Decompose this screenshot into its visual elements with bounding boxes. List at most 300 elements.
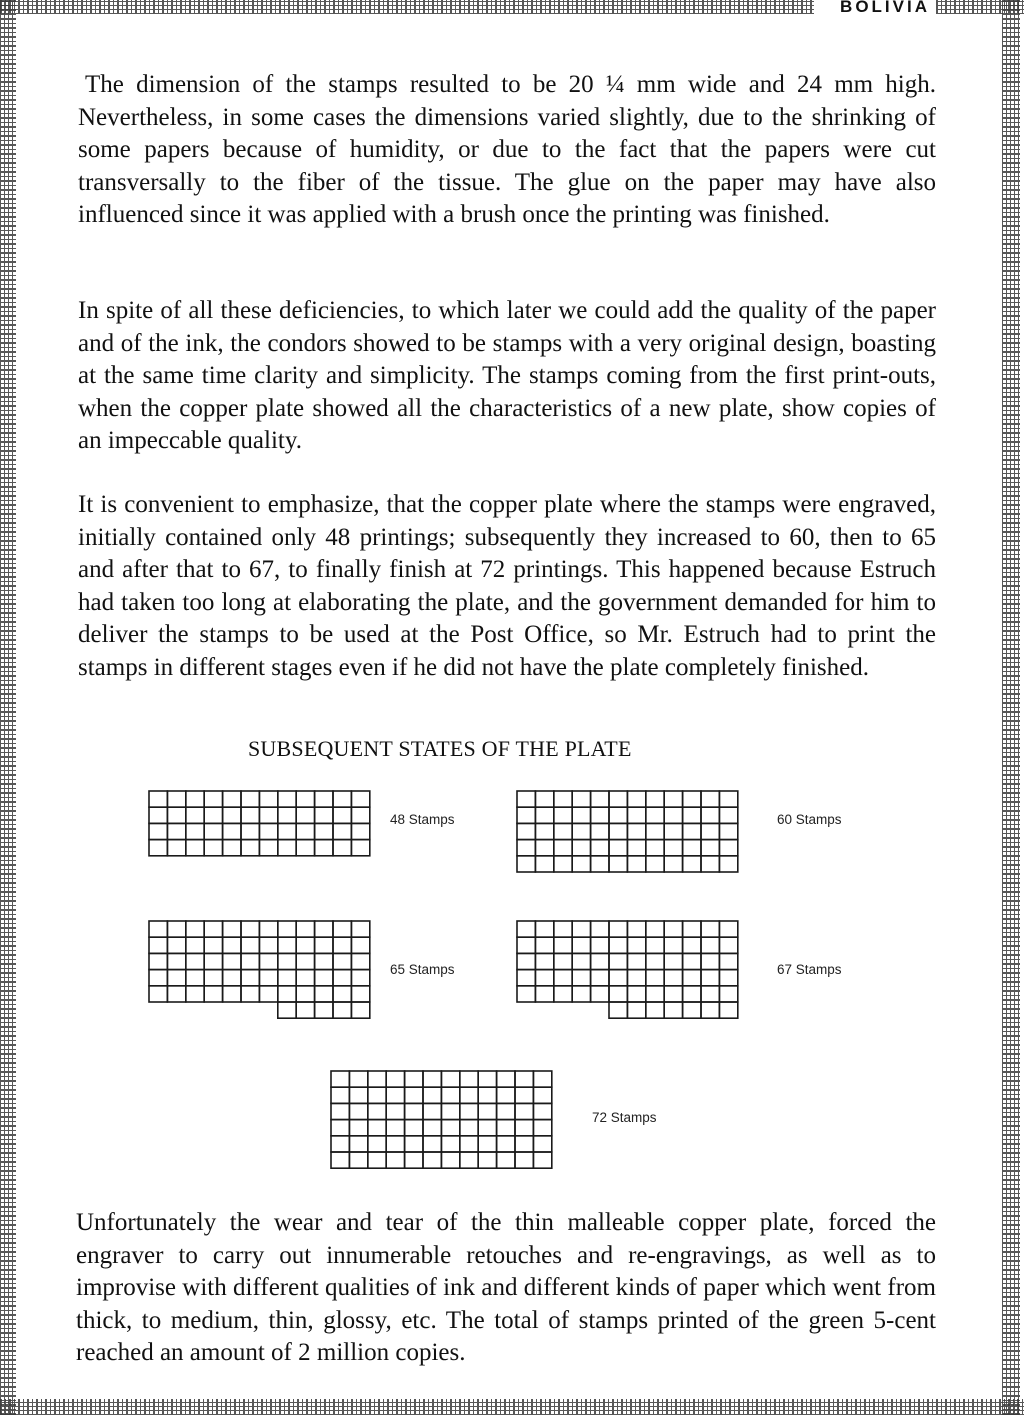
stamp-cell — [241, 921, 259, 937]
stamp-cell — [664, 970, 682, 986]
stamp-cell — [259, 986, 277, 1002]
stamp-cell — [664, 1002, 682, 1018]
stamp-cell — [223, 840, 241, 856]
stamp-cell — [646, 937, 664, 953]
stamp-cell — [405, 1087, 423, 1103]
stamp-cell — [333, 921, 351, 937]
stamp-cell — [517, 937, 535, 953]
stamp-cell — [517, 986, 535, 1002]
stamp-cell — [405, 1152, 423, 1168]
stamp-cell — [591, 970, 609, 986]
stamp-cell — [627, 921, 645, 937]
stamp-cell — [515, 1087, 533, 1103]
stamp-cell — [259, 970, 277, 986]
stamp-cell — [149, 953, 167, 969]
stamp-cell — [627, 970, 645, 986]
stamp-cell — [186, 953, 204, 969]
stamp-cell — [405, 1136, 423, 1152]
stamp-cell — [315, 986, 333, 1002]
stamp-cell — [572, 840, 590, 856]
stamp-cell — [497, 1103, 515, 1119]
header-label: BOLIVIA — [838, 0, 932, 17]
stamp-cell — [223, 921, 241, 937]
stamp-cell — [296, 921, 314, 937]
stamp-cell — [368, 1071, 386, 1087]
stamp-cell — [351, 986, 369, 1002]
stamp-cell — [719, 986, 737, 1002]
stamp-cell — [646, 807, 664, 823]
stamp-cell — [149, 921, 167, 937]
plate-grid-67 — [516, 920, 739, 1019]
stamp-cell — [351, 791, 369, 807]
stamp-cell — [204, 937, 222, 953]
stamp-cell — [478, 1136, 496, 1152]
stamp-cell — [351, 921, 369, 937]
stamp-cell — [278, 1002, 296, 1018]
stamp-cell — [349, 1120, 367, 1136]
stamp-cell — [296, 791, 314, 807]
stamp-cell — [683, 937, 701, 953]
stamp-cell — [441, 1136, 459, 1152]
stamp-cell — [591, 953, 609, 969]
stamp-cell — [259, 807, 277, 823]
stamp-cell — [315, 840, 333, 856]
stamp-cell — [533, 1087, 551, 1103]
stamp-cell — [460, 1152, 478, 1168]
stamp-cell — [441, 1087, 459, 1103]
stamp-cell — [517, 856, 535, 872]
stamp-cell — [296, 970, 314, 986]
stamp-cell — [609, 953, 627, 969]
stamp-cell — [572, 807, 590, 823]
stamp-cell — [646, 1002, 664, 1018]
stamp-cell — [333, 791, 351, 807]
stamp-cell — [386, 1152, 404, 1168]
stamp-cell — [296, 937, 314, 953]
stamp-cell — [646, 970, 664, 986]
stamp-cell — [204, 921, 222, 937]
stamp-cell — [554, 953, 572, 969]
stamp-cell — [701, 986, 719, 1002]
stamp-cell — [186, 840, 204, 856]
stamp-cell — [441, 1120, 459, 1136]
stamp-cell — [533, 1136, 551, 1152]
stamp-cell — [149, 937, 167, 953]
stamp-cell — [204, 953, 222, 969]
stamp-cell — [701, 840, 719, 856]
stamp-cell — [609, 986, 627, 1002]
stamp-cell — [368, 1087, 386, 1103]
stamp-cell — [149, 970, 167, 986]
stamp-cell — [609, 970, 627, 986]
stamp-cell — [296, 986, 314, 1002]
stamp-cell — [223, 807, 241, 823]
page-border-left — [0, 0, 16, 1415]
plate-grid-65 — [148, 920, 371, 1019]
stamp-cell — [554, 840, 572, 856]
stamp-cell — [149, 840, 167, 856]
stamp-cell — [315, 921, 333, 937]
stamp-cell — [386, 1071, 404, 1087]
stamp-cell — [683, 986, 701, 1002]
stamp-cell — [333, 807, 351, 823]
stamp-cell — [572, 970, 590, 986]
stamp-cell — [497, 1136, 515, 1152]
stamp-cell — [423, 1136, 441, 1152]
stamp-cell — [149, 986, 167, 1002]
stamp-cell — [441, 1152, 459, 1168]
page-border-top — [0, 0, 814, 14]
stamp-cell — [572, 986, 590, 1002]
stamp-cell — [333, 937, 351, 953]
stamp-cell — [627, 986, 645, 1002]
stamp-cell — [627, 856, 645, 872]
plate-label-60: 60 Stamps — [777, 812, 842, 827]
stamp-cell — [701, 791, 719, 807]
stamp-cell — [535, 937, 553, 953]
stamp-cell — [664, 986, 682, 1002]
stamp-cell — [591, 807, 609, 823]
stamp-cell — [719, 823, 737, 839]
stamp-cell — [683, 791, 701, 807]
stamp-cell — [423, 1103, 441, 1119]
stamp-cell — [664, 840, 682, 856]
stamp-cell — [333, 840, 351, 856]
stamp-cell — [701, 856, 719, 872]
stamp-cell — [186, 791, 204, 807]
stamp-cell — [460, 1087, 478, 1103]
stamp-cell — [719, 953, 737, 969]
stamp-cell — [683, 856, 701, 872]
stamp-cell — [609, 823, 627, 839]
stamp-cell — [186, 970, 204, 986]
stamp-cell — [664, 807, 682, 823]
stamp-cell — [683, 970, 701, 986]
figure-caption: SUBSEQUENT STATES OF THE PLATE — [248, 736, 632, 761]
stamp-cell — [167, 823, 185, 839]
stamp-cell — [554, 823, 572, 839]
page-border-bottom — [0, 1399, 1024, 1415]
stamp-cell — [333, 986, 351, 1002]
stamp-cell — [351, 953, 369, 969]
stamp-cell — [351, 970, 369, 986]
stamp-cell — [515, 1152, 533, 1168]
stamp-cell — [683, 807, 701, 823]
stamp-cell — [241, 937, 259, 953]
stamp-cell — [517, 823, 535, 839]
stamp-cell — [664, 937, 682, 953]
stamp-cell — [296, 840, 314, 856]
stamp-cell — [386, 1136, 404, 1152]
stamp-cell — [296, 953, 314, 969]
stamp-cell — [478, 1152, 496, 1168]
stamp-cell — [719, 1002, 737, 1018]
stamp-cell — [591, 840, 609, 856]
stamp-cell — [533, 1120, 551, 1136]
stamp-cell — [646, 986, 664, 1002]
stamp-cell — [149, 791, 167, 807]
stamp-cell — [517, 807, 535, 823]
stamp-cell — [535, 856, 553, 872]
stamp-cell — [572, 856, 590, 872]
stamp-cell — [701, 970, 719, 986]
stamp-cell — [572, 791, 590, 807]
stamp-cell — [683, 1002, 701, 1018]
stamp-cell — [259, 791, 277, 807]
stamp-cell — [627, 1002, 645, 1018]
stamp-cell — [497, 1071, 515, 1087]
stamp-cell — [241, 791, 259, 807]
stamp-cell — [259, 937, 277, 953]
stamp-cell — [719, 921, 737, 937]
stamp-cell — [572, 953, 590, 969]
stamp-cell — [223, 970, 241, 986]
plate-label-65: 65 Stamps — [390, 962, 455, 977]
stamp-cell — [554, 807, 572, 823]
stamp-cell — [278, 791, 296, 807]
stamp-cell — [591, 986, 609, 1002]
stamp-cell — [664, 856, 682, 872]
stamp-cell — [719, 791, 737, 807]
stamp-cell — [167, 970, 185, 986]
stamp-cell — [204, 807, 222, 823]
stamp-cell — [719, 856, 737, 872]
stamp-cell — [259, 953, 277, 969]
stamp-cell — [535, 953, 553, 969]
stamp-cell — [423, 1120, 441, 1136]
stamp-cell — [535, 970, 553, 986]
stamp-cell — [331, 1103, 349, 1119]
stamp-cell — [478, 1071, 496, 1087]
stamp-cell — [609, 807, 627, 823]
paragraph-deficiencies: In spite of all these deficiencies, to which later we could add the quality of the paper and of the ink, the condors showed to be stamps with a very original design, boasting at the same time clarity and simplicity. The stamps coming from the first print-outs, when the copper plate showed all the characteristics of a new plate, show copies of an impeccable quality. — [78, 297, 936, 454]
stamp-cell — [609, 921, 627, 937]
stamp-cell — [460, 1071, 478, 1087]
paragraph-dimensions: The dimension of the stamps resulted to be 20 ¼ mm wide and 24 mm high. Nevertheless, in some cases the dimensions varied slightly, due to the shrinking of some papers because of humidity, or due to the fact that the papers were cut transversally to the fiber of the tissue. The glue on the paper may have also influenced since it was applied with a brush once the printing was finished. — [78, 71, 936, 228]
page-border-right — [1002, 0, 1020, 1415]
stamp-cell — [701, 921, 719, 937]
paragraph-copper-plate: It is convenient to emphasize, that the copper plate where the stamps were engraved, initially contained only 48 printings; subsequently they increased to 60, then to 65 and after that to 67, to finally finish at 72 printings. This happened because Estruch had taken too long at elaborating the plate, and the government demanded for him to deliver the stamps to be used at the Post Office, so Mr. Estruch had to print the stamps in different stages even if he did not have the plate completely finished. — [78, 491, 936, 681]
stamp-cell — [719, 937, 737, 953]
stamp-cell — [186, 937, 204, 953]
stamp-cell — [627, 937, 645, 953]
stamp-cell — [478, 1120, 496, 1136]
stamp-cell — [535, 823, 553, 839]
stamp-cell — [646, 953, 664, 969]
stamp-cell — [572, 921, 590, 937]
paragraph-wear-and-tear: Unfortunately the wear and tear of the thin malleable copper plate, forced the engraver to carry out innumerable retouches and re-engravings, as well as to improvise with different qualities of ink and different kinds of paper which went from thick, to medium, thin, glossy, etc. The total of stamps printed of the green 5-cent reached an amount of 2 million copies. — [76, 1209, 936, 1366]
stamp-cell — [646, 840, 664, 856]
stamp-cell — [664, 953, 682, 969]
stamp-cell — [460, 1136, 478, 1152]
stamp-cell — [554, 791, 572, 807]
stamp-cell — [517, 953, 535, 969]
stamp-cell — [278, 807, 296, 823]
stamp-cell — [535, 791, 553, 807]
stamp-cell — [278, 823, 296, 839]
stamp-cell — [664, 921, 682, 937]
stamp-cell — [278, 970, 296, 986]
plate-label-67: 67 Stamps — [777, 962, 842, 977]
stamp-cell — [609, 1002, 627, 1018]
stamp-cell — [554, 986, 572, 1002]
stamp-cell — [627, 953, 645, 969]
stamp-cell — [278, 937, 296, 953]
stamp-cell — [333, 1002, 351, 1018]
stamp-cell — [646, 791, 664, 807]
stamp-cell — [719, 970, 737, 986]
stamp-cell — [223, 937, 241, 953]
stamp-cell — [315, 791, 333, 807]
stamp-cell — [515, 1071, 533, 1087]
stamp-cell — [368, 1120, 386, 1136]
stamp-cell — [646, 823, 664, 839]
stamp-cell — [719, 840, 737, 856]
stamp-cell — [167, 791, 185, 807]
stamp-cell — [204, 823, 222, 839]
stamp-cell — [167, 921, 185, 937]
stamp-cell — [149, 823, 167, 839]
stamp-cell — [423, 1087, 441, 1103]
stamp-cell — [646, 921, 664, 937]
stamp-cell — [517, 970, 535, 986]
stamp-cell — [683, 953, 701, 969]
stamp-cell — [572, 937, 590, 953]
stamp-cell — [386, 1087, 404, 1103]
stamp-cell — [554, 937, 572, 953]
stamp-cell — [609, 856, 627, 872]
stamp-cell — [701, 823, 719, 839]
stamp-cell — [149, 807, 167, 823]
stamp-cell — [349, 1087, 367, 1103]
plate-grid-60 — [516, 790, 739, 873]
stamp-cell — [241, 823, 259, 839]
stamp-cell — [259, 840, 277, 856]
stamp-cell — [478, 1087, 496, 1103]
stamp-cell — [441, 1103, 459, 1119]
stamp-cell — [535, 840, 553, 856]
stamp-cell — [349, 1136, 367, 1152]
stamp-cell — [423, 1071, 441, 1087]
plate-states-figure — [140, 782, 880, 1192]
stamp-cell — [517, 921, 535, 937]
stamp-cell — [497, 1120, 515, 1136]
stamp-cell — [241, 986, 259, 1002]
stamp-cell — [515, 1120, 533, 1136]
stamp-cell — [591, 937, 609, 953]
stamp-cell — [533, 1152, 551, 1168]
stamp-cell — [259, 921, 277, 937]
stamp-cell — [627, 823, 645, 839]
stamp-cell — [368, 1136, 386, 1152]
stamp-cell — [167, 807, 185, 823]
stamp-cell — [368, 1103, 386, 1119]
stamp-cell — [591, 921, 609, 937]
stamp-cell — [533, 1103, 551, 1119]
stamp-cell — [554, 970, 572, 986]
stamp-cell — [627, 807, 645, 823]
stamp-cell — [349, 1152, 367, 1168]
stamp-cell — [167, 840, 185, 856]
stamp-cell — [278, 921, 296, 937]
stamp-cell — [223, 823, 241, 839]
stamp-cell — [683, 840, 701, 856]
stamp-cell — [204, 791, 222, 807]
stamp-cell — [535, 986, 553, 1002]
stamp-cell — [701, 1002, 719, 1018]
stamp-cell — [664, 791, 682, 807]
stamp-cell — [460, 1120, 478, 1136]
stamp-cell — [167, 937, 185, 953]
stamp-cell — [405, 1071, 423, 1087]
stamp-cell — [572, 823, 590, 839]
stamp-cell — [609, 840, 627, 856]
plate-label-72: 72 Stamps — [592, 1110, 657, 1125]
stamp-cell — [405, 1103, 423, 1119]
stamp-cell — [259, 823, 277, 839]
stamp-cell — [517, 840, 535, 856]
stamp-cell — [441, 1071, 459, 1087]
stamp-cell — [186, 807, 204, 823]
stamp-cell — [204, 840, 222, 856]
stamp-cell — [627, 791, 645, 807]
stamp-cell — [497, 1087, 515, 1103]
stamp-cell — [701, 937, 719, 953]
stamp-cell — [167, 953, 185, 969]
stamp-cell — [517, 791, 535, 807]
stamp-cell — [591, 791, 609, 807]
stamp-cell — [683, 921, 701, 937]
stamp-cell — [296, 823, 314, 839]
stamp-cell — [278, 840, 296, 856]
stamp-cell — [591, 823, 609, 839]
stamp-cell — [609, 937, 627, 953]
plate-grid-48 — [148, 790, 371, 857]
stamp-cell — [405, 1120, 423, 1136]
stamp-cell — [278, 986, 296, 1002]
stamp-cell — [223, 791, 241, 807]
stamp-cell — [315, 807, 333, 823]
stamp-cell — [554, 921, 572, 937]
stamp-cell — [186, 823, 204, 839]
stamp-cell — [609, 791, 627, 807]
stamp-cell — [241, 970, 259, 986]
stamp-cell — [333, 953, 351, 969]
stamp-cell — [204, 986, 222, 1002]
stamp-cell — [331, 1071, 349, 1087]
stamp-cell — [515, 1136, 533, 1152]
stamp-cell — [349, 1071, 367, 1087]
plate-grid-72 — [330, 1070, 553, 1169]
stamp-cell — [167, 986, 185, 1002]
stamp-cell — [204, 970, 222, 986]
stamp-cell — [296, 807, 314, 823]
stamp-cell — [315, 953, 333, 969]
stamp-cell — [186, 986, 204, 1002]
stamp-cell — [591, 856, 609, 872]
stamp-cell — [386, 1120, 404, 1136]
stamp-cell — [351, 840, 369, 856]
stamp-cell — [701, 807, 719, 823]
stamp-cell — [331, 1152, 349, 1168]
stamp-cell — [315, 937, 333, 953]
stamp-cell — [535, 921, 553, 937]
stamp-cell — [646, 856, 664, 872]
stamp-cell — [333, 823, 351, 839]
stamp-cell — [351, 937, 369, 953]
stamp-cell — [497, 1152, 515, 1168]
stamp-cell — [460, 1103, 478, 1119]
